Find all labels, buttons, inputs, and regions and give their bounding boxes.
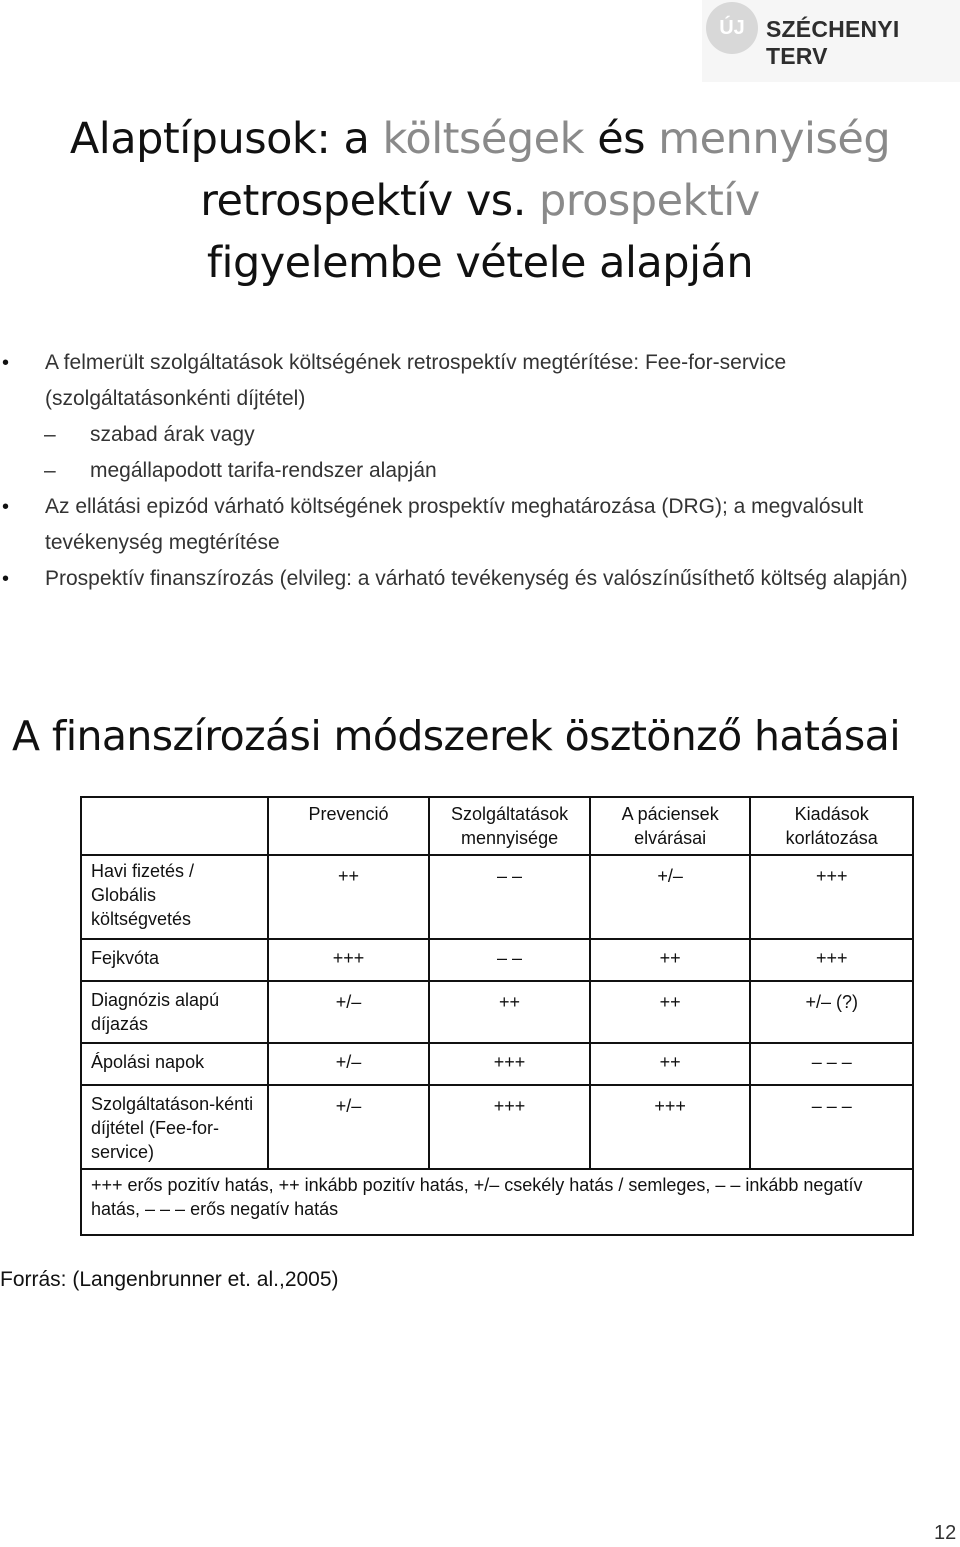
dash-icon: – xyxy=(44,459,56,482)
table-cell: +/– xyxy=(590,855,751,939)
table-cell: +++ xyxy=(590,1085,751,1169)
bullet-icon: • xyxy=(2,352,10,374)
table-cell: +/– xyxy=(268,1043,429,1085)
table-legend-row xyxy=(81,1169,913,1235)
bullet-icon: • xyxy=(2,568,10,590)
row-label: Diagnózis alapú díjazás xyxy=(81,981,268,1043)
bullet-item: • Az ellátási epizód várható költségének prospektív meghatározása (DRG); a megvalósult tevékenység megtérítése xyxy=(0,489,960,561)
table-cell: +++ xyxy=(750,855,913,939)
table-cell: – – xyxy=(429,855,590,939)
table-row xyxy=(81,855,913,939)
table-header-row xyxy=(81,797,913,855)
bullet-item: • A felmerült szolgáltatások költségének retrospektív megtérítése: Fee-for-service (szolgáltatásonkénti díjtétel) xyxy=(0,345,960,417)
table-cell: +++ xyxy=(268,939,429,981)
section-heading: A finanszírozási módszerek ösztönző hatásai xyxy=(12,712,900,760)
bullet-icon: • xyxy=(2,496,10,518)
column-header: A páciensek elvárásai xyxy=(590,797,751,855)
column-header: Szolgáltatások mennyisége xyxy=(429,797,590,855)
dash-icon: – xyxy=(44,423,56,446)
slide-title xyxy=(0,108,960,294)
table-cell: +++ xyxy=(429,1085,590,1169)
table-corner-cell xyxy=(81,797,268,855)
row-label: Fejkvóta xyxy=(81,939,268,981)
table-cell: ++ xyxy=(429,981,590,1043)
column-header: Prevenció xyxy=(268,797,429,855)
page-number: 12 xyxy=(934,1522,957,1544)
table-cell: +++ xyxy=(429,1043,590,1085)
table-row xyxy=(81,1043,913,1085)
source-citation: Forrás: (Langenbrunner et. al.,2005) xyxy=(0,1268,339,1291)
column-header: Kiadások korlátozása xyxy=(750,797,913,855)
table-row xyxy=(81,939,913,981)
table-row xyxy=(81,1085,913,1169)
bullet-list xyxy=(0,345,960,597)
title-line-1: Alaptípusok: a költségek és mennyiség xyxy=(69,114,891,164)
table-cell: – – – xyxy=(750,1085,913,1169)
row-label: Szolgáltatáson-kénti díjtétel (Fee-for-service) xyxy=(81,1085,268,1169)
logo-text: SZÉCHENYI TERV xyxy=(766,16,900,69)
bullet-item: • Prospektív finanszírozás (elvileg: a várható tevékenység és valószínűsíthető költség alapján) xyxy=(0,561,960,597)
table-cell: ++ xyxy=(590,1043,751,1085)
table-cell: – – xyxy=(429,939,590,981)
table-cell: – – – xyxy=(750,1043,913,1085)
table-cell: ++ xyxy=(268,855,429,939)
table-cell: +/– xyxy=(268,981,429,1043)
table-legend: +++ erős pozitív hatás, ++ inkább pozitív hatás, +/– csekély hatás / semleges, – – inkább negatív hatás, – – – erős negatív hatás xyxy=(81,1169,913,1235)
sub-bullet-item: – szabad árak vagy xyxy=(0,417,960,453)
table-cell: ++ xyxy=(590,939,751,981)
table-row xyxy=(81,981,913,1043)
title-line-3: figyelembe vétele alapján xyxy=(206,238,754,288)
title-line-2: retrospektív vs. prospektív xyxy=(200,176,760,226)
logo-mark: ÚJ xyxy=(706,2,758,54)
sub-bullet-item: – megállapodott tarifa-rendszer alapján xyxy=(0,453,960,489)
table-cell: ++ xyxy=(590,981,751,1043)
incentive-table xyxy=(80,796,914,1236)
table-cell: +/– xyxy=(268,1085,429,1169)
row-label: Havi fizetés / Globális költségvetés xyxy=(81,855,268,939)
table-cell: +++ xyxy=(750,939,913,981)
row-label: Ápolási napok xyxy=(81,1043,268,1085)
table-cell: +/– (?) xyxy=(750,981,913,1043)
